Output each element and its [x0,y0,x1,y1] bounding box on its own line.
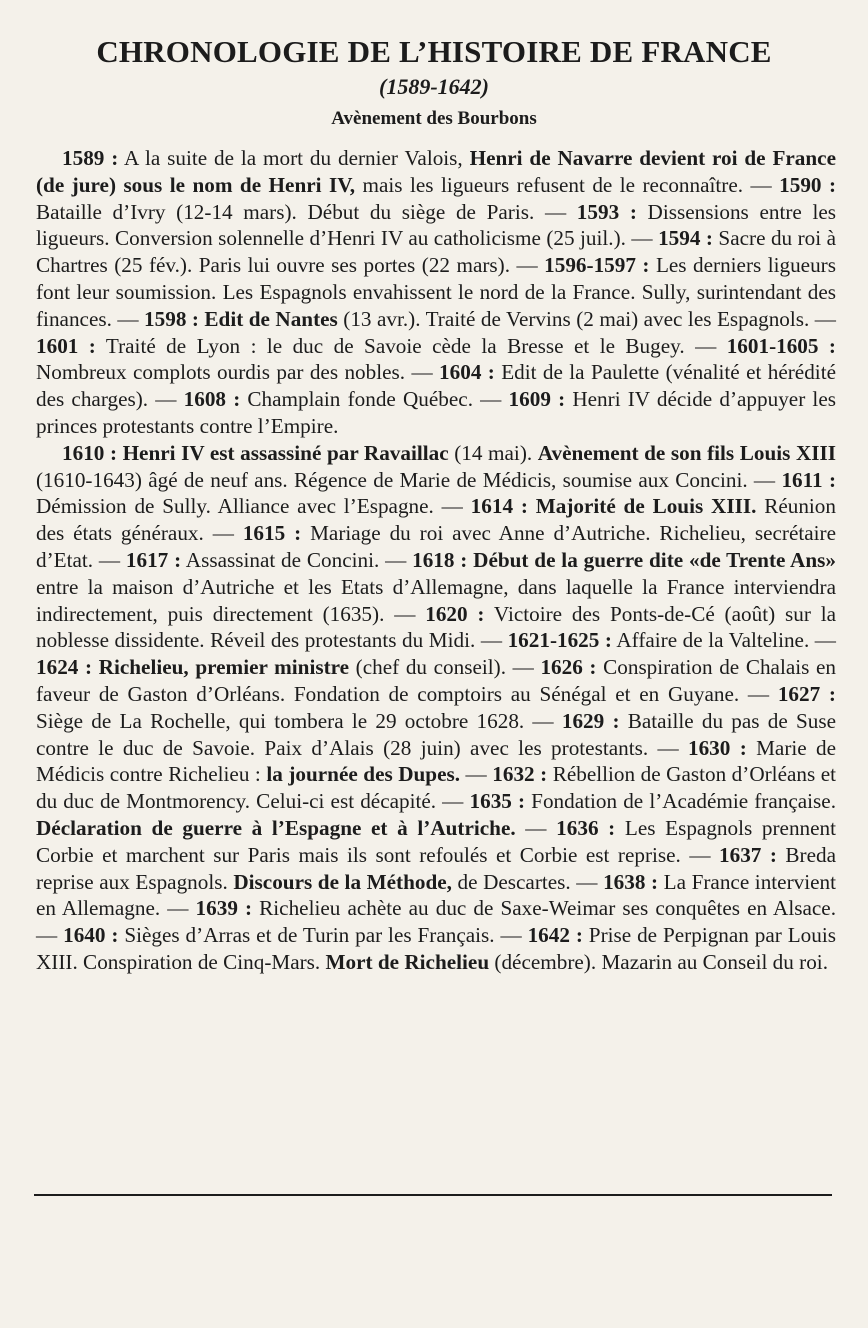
text-run: (chef du conseil). — [349,655,541,680]
bold-run: 1593 : [576,199,637,224]
text-run: entre la maison d’Autriche et les Etats d’Allemagne, dans laquelle la France interviendra indirectement, puis directement (1635). — [36,574,836,626]
text-run: Henri IV décide d’appuyer les princes protestants contre l’Empire. [36,387,836,438]
bold-run: 1640 : [63,923,119,948]
bold-run: 1639 : [195,896,253,921]
bold-run: la journée des Dupes. [266,762,461,787]
bold-run: 1590 : [779,172,836,197]
bold-run: 1638 : [603,869,659,894]
text-run: Réunion des états généraux. — [36,494,836,546]
text-run: Bataille du pas de Suse contre le duc de Savoie. Paix d’Alais (28 juin) avec les protestants. — [36,708,836,760]
text-run: Fondation de l’Académie française. [525,789,836,814]
bold-run: 1632 : [492,762,548,787]
bold-run: 1630 : [687,735,747,760]
text-run: Siège de La Rochelle, qui tombera le 29 octobre 1628. — [36,708,562,733]
bottom-divider [34,1194,832,1196]
bold-run: 1609 : [508,387,566,412]
text-run: Champlain fonde Québec. — [240,387,509,412]
section-subtitle: Avènement des Bourbons [331,108,537,129]
bold-run: 1635 : [469,789,526,814]
bold-run: 1620 : [425,601,485,626]
bold-run: 1614 : Majorité de Louis XIII. [470,494,757,519]
date-range: (1589-1642) [379,74,489,99]
bold-run: 1601-1605 : [726,333,836,358]
bold-run: 1626 : [540,655,597,680]
text-run: Victoire des Ponts-de-Cé (août) sur la noblesse dissidente. Réveil des protestants du Midi. — [36,601,836,653]
text-run: Démission de Sully. Alliance avec l’Espagne. — [36,494,471,519]
text-run: Richelieu achète au duc de Saxe-Weimar ses conquêtes en Alsace. — [36,896,837,948]
text-run: Dissensions entre les ligueurs. Conversion solennelle d’Henri IV au catholicisme (25 juil.). — [36,199,836,251]
text-run: Traité de Lyon : le duc de Savoie cède la Bresse et le Bugey. — [95,333,727,358]
text-run: (décembre). Mazarin au Conseil du roi. [489,949,828,974]
bold-run: 1594 : [658,226,713,251]
text-run: Assassinat de Concini. — [181,547,413,572]
bold-run: 1617 : [125,547,182,572]
bold-run: 1598 : Edit de Nantes [144,306,338,331]
text-run: — [460,762,493,787]
text-run: Breda reprise aux Espagnols. [36,842,837,894]
text-run: Prise de Perpignan par Louis XIII. Conspiration de Cinq-Mars. [36,923,837,974]
bold-run: 1621-1625 : [507,628,612,653]
bold-run: 1618 : Début de la guerre dite «de Trente Ans» [412,547,836,572]
bold-run: 1589 : [62,146,119,170]
bold-run: 1629 : [561,708,620,733]
text-run: — [515,815,557,840]
text-run: (14 mai). [448,440,538,465]
text-run: de Descartes. — [451,869,604,894]
bold-run: 1627 : [777,681,836,706]
text-run: Sacre du roi à Chartres (25 fév.). Paris lui ouvre ses portes (22 mars). — [36,226,837,278]
bold-run: 1610 : Henri IV est assassiné par Ravaillac [62,440,449,465]
text-run: (1610-1643) âgé de neuf ans. Régence de Marie de Médicis, soumise aux Concini. — [36,467,782,492]
text-run: Affaire de la Valteline. — [611,628,836,653]
text-run: Les derniers ligueurs font leur soumission. Les Espagnols envahissent le nord de la France. Sully, surintendant des finances. — [36,253,836,331]
text-run: La France intervient en Allemagne. — [36,869,836,921]
bold-run: 1608 : [183,387,241,412]
text-run: Bataille d’Ivry (12-14 mars). Début du siège de Paris. — [36,199,577,224]
bold-run: 1624 : Richelieu, premier ministre [36,655,350,680]
text-run: Sièges d’Arras et de Turin par les Français. — [118,923,528,948]
bold-run: Mort de Richelieu [325,949,490,974]
bold-run: 1604 : [439,360,495,385]
paragraph-1589-1609 [36,145,836,440]
bold-run: 1615 : [242,521,302,546]
text-run: Conspiration de Chalais en faveur de Gaston d’Orléans. Fondation de comptoirs au Sénégal et en Guyane. — [36,655,836,706]
text-run: (13 avr.). Traité de Vervins (2 mai) avec les Espagnols. — [337,306,836,331]
text-run: Rébellion de Gaston d’Orléans et du duc de Montmorency. Celui-ci est décapité. — [36,762,837,814]
bold-run: Avènement de son fils Louis XIII [537,440,836,465]
text-run: mais les ligueurs refusent de le reconnaître. — [355,172,780,197]
text-run: Mariage du roi avec Anne d’Autriche. Richelieu, secrétaire d’Etat. — [36,521,836,572]
text-run: A la suite de la mort du dernier Valois, [118,146,470,170]
bold-run: 1636 : [556,815,616,840]
bold-run: Déclaration de guerre à l’Espagne et à l’Autriche. [36,815,516,840]
bold-run: 1637 : [719,842,777,867]
bold-run: 1601 : [36,333,96,358]
text-run: Nombreux complots ourdis par des nobles. — [36,360,440,385]
page-title: CHRONOLOGIE DE L’HISTOIRE DE FRANCE [96,34,772,69]
text-run: Les Espagnols prennent Corbie et marchent sur Paris mais ils sont refoulés et Corbie est reprise. — [36,815,837,867]
bold-run: Henri de Navarre devient roi de France (de jure) sous le nom de Henri IV, [36,146,836,197]
text-run: Marie de Médicis contre Richelieu : [36,735,836,787]
bold-run: 1642 : [527,923,583,948]
text-run: Edit de la Paulette (vénalité et hérédité des charges). — [36,360,836,412]
chronology-text [36,145,836,976]
bold-run: Discours de la Méthode, [233,869,452,894]
bold-run: 1611 : [781,467,837,492]
bold-run: 1596-1597 : [544,253,650,278]
paragraph-1610-1642 [36,440,836,976]
